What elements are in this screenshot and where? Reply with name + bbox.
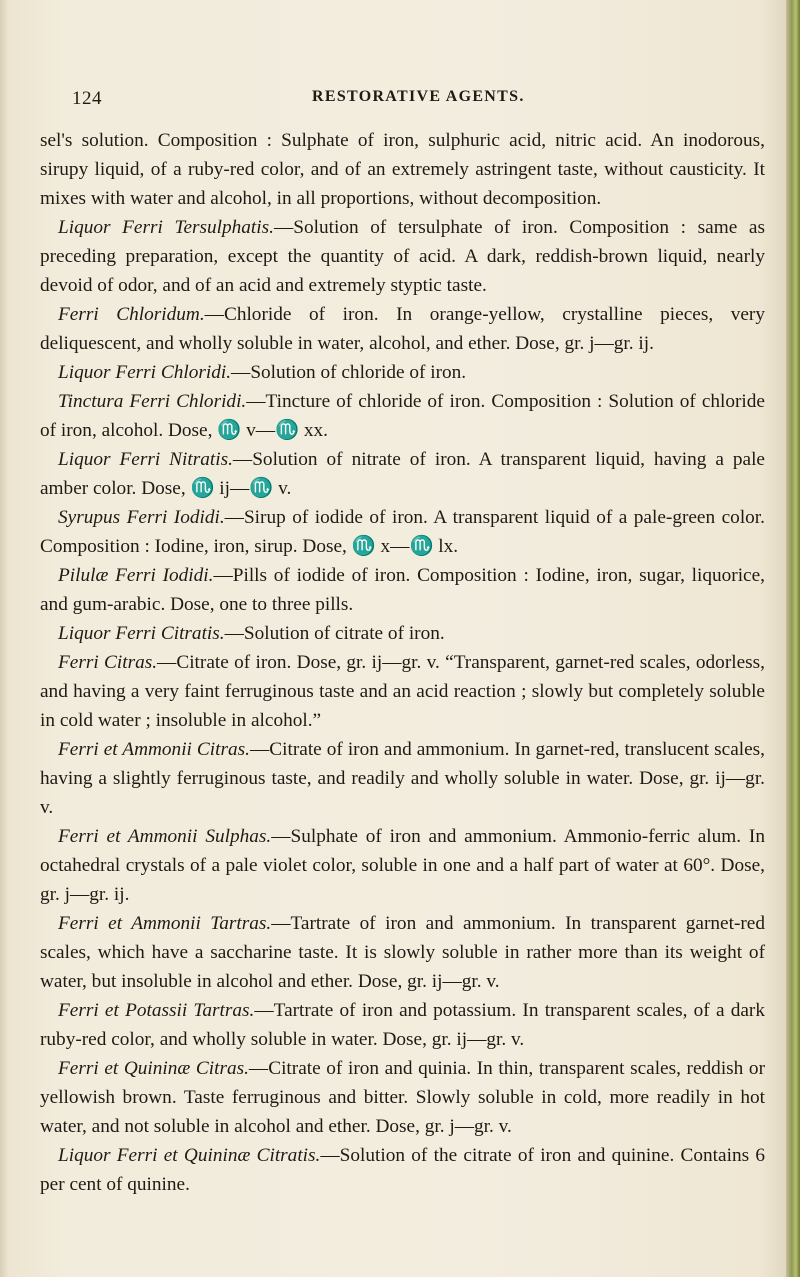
- paragraph: [40, 1054, 765, 1141]
- paragraph: [40, 822, 765, 909]
- entry-term: Liquor Ferri Nitratis.: [58, 449, 233, 470]
- paragraph: [40, 213, 765, 300]
- entry-term: Ferri et Ammonii Sulphas.: [58, 826, 272, 847]
- paragraph: [40, 126, 765, 213]
- page-gutter-shadow: [0, 0, 8, 1277]
- page-number: 124: [72, 88, 102, 109]
- entry-term: Pilulæ Ferri Iodidi.: [58, 565, 214, 586]
- paragraph-text: —Tartrate of iron and ammonium. In transparent garnet-red scales, which have a saccharine taste. It is slowly soluble in rather more than its weight of water, but insoluble in alcohol and ether. Dose, gr. ij—gr. v.: [40, 913, 765, 992]
- paragraph-text: —Solution of chloride of iron.: [231, 362, 467, 383]
- paragraph: [40, 561, 765, 619]
- paragraph: [40, 358, 765, 387]
- entry-term: Syrupus Ferri Iodidi.: [58, 507, 225, 528]
- running-head: RESTORATIVE AGENTS.: [312, 88, 525, 105]
- entry-term: Liquor Ferri Citratis.: [58, 623, 225, 644]
- entry-term: Ferri Citras.: [58, 652, 158, 673]
- paragraph: [40, 387, 765, 445]
- paragraph: [40, 1141, 765, 1199]
- paragraph-text: —Tincture of chloride of iron. Composition : Solution of chloride of iron, alcohol. Dose, ♏ v—♏ xx.: [40, 391, 765, 441]
- paragraph-text: —Sirup of iodide of iron. A transparent liquid of a pale-green color. Composition : Iodine, iron, sirup. Dose, ♏ x—♏ lx.: [40, 507, 765, 557]
- paragraph-text: —Solution of the citrate of iron and quinine. Contains 6 per cent of quinine.: [40, 1145, 766, 1195]
- paragraph: [40, 619, 765, 648]
- page-edge-binding: [786, 0, 800, 1277]
- paragraph-text: —Pills of iodide of iron. Composition : Iodine, iron, sugar, liquorice, and gum-arabic. Dose, one to three pills.: [40, 565, 765, 615]
- paragraph-text: —Citrate of iron. Dose, gr. ij—gr. v. “Transparent, garnet-red scales, odorless, and having a very faint ferruginous taste and an acid reaction ; slowly but completely soluble in cold water ; insoluble in alcohol.”: [40, 652, 765, 731]
- entry-term: Ferri Chloridum.: [58, 304, 205, 325]
- entry-term: Ferri et Ammonii Citras.: [58, 739, 250, 760]
- entry-term: Ferri et Quininæ Citras.: [58, 1058, 249, 1079]
- paragraph: [40, 996, 765, 1054]
- paragraph: [40, 445, 765, 503]
- paragraph-text: —Solution of tersulphate of iron. Composition : same as preceding preparation, except the quantity of acid. A dark, reddish-brown liquid, nearly devoid of odor, and of an acid and extremely styptic taste.: [40, 217, 765, 296]
- body-text: [40, 126, 765, 1199]
- entry-term: Ferri et Potassii Tartras.: [58, 1000, 255, 1021]
- paragraph-text: —Citrate of iron and quinia. In thin, transparent scales, reddish or yellowish brown. Taste ferruginous and bitter. Slowly soluble in cold, more readily in hot water, and not soluble in alcohol and ether. Dose, gr. j—gr. v.: [40, 1058, 765, 1137]
- entry-term: Tinctura Ferri Chloridi.: [58, 391, 247, 412]
- paragraph: [40, 503, 765, 561]
- paragraph: [40, 735, 765, 822]
- paragraph: [40, 909, 765, 996]
- page-header: [0, 88, 800, 114]
- paragraph-text: —Chloride of iron. In orange-yellow, crystalline pieces, very deliquescent, and wholly soluble in water, alcohol, and ether. Dose, gr. j—gr. ij.: [40, 304, 765, 354]
- paragraph-text: sel's solution. Composition : Sulphate of iron, sulphuric acid, nitric acid. An inodorous, sirupy liquid, of a ruby-red color, and of an extremely astringent taste, without causticity. It mixes with water and alcohol, in all proportions, without decomposition.: [40, 130, 765, 209]
- entry-term: Liquor Ferri Chloridi.: [58, 362, 232, 383]
- entry-term: Ferri et Ammonii Tartras.: [58, 913, 272, 934]
- entry-term: Liquor Ferri et Quininæ Citratis.: [58, 1145, 321, 1166]
- paragraph: [40, 300, 765, 358]
- paragraph: [40, 648, 765, 735]
- paragraph-text: —Sulphate of iron and ammonium. Ammonio-ferric alum. In octahedral crystals of a pale violet color, soluble in one and a half part of water at 60°. Dose, gr. j—gr. ij.: [40, 826, 765, 905]
- paragraph-text: —Solution of nitrate of iron. A transparent liquid, having a pale amber color. Dose, ♏ ij—♏ v.: [40, 449, 765, 499]
- paragraph-text: —Tartrate of iron and potassium. In transparent scales, of a dark ruby-red color, and wholly soluble in water. Dose, gr. ij—gr. v.: [40, 1000, 765, 1050]
- paragraph-text: —Citrate of iron and ammonium. In garnet-red, translucent scales, having a slightly ferruginous taste, and readily and wholly soluble in water. Dose, gr. ij—gr. v.: [40, 739, 765, 818]
- paragraph-text: —Solution of citrate of iron.: [224, 623, 445, 644]
- entry-term: Liquor Ferri Tersulphatis.: [58, 217, 274, 238]
